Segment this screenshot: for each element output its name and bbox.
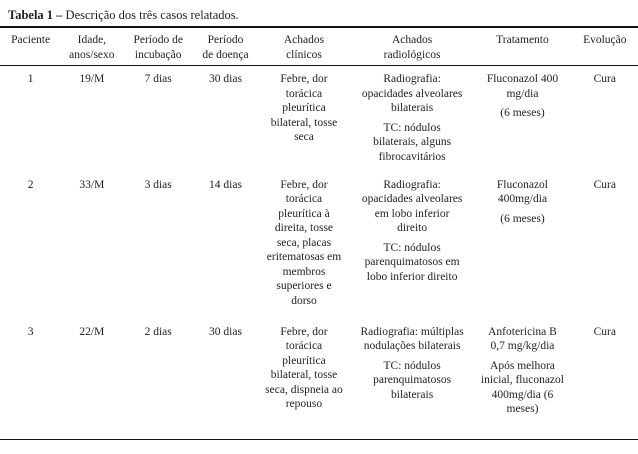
table-caption [0, 0, 638, 28]
case-row-1 [0, 66, 638, 172]
column-header-idade [61, 28, 122, 66]
column-header-line: Paciente [11, 34, 51, 46]
cell-tratamento [473, 66, 571, 172]
table-body [0, 66, 638, 440]
cell-achados-radiologicos [351, 172, 473, 319]
tratamento-paragraph: Anfotericina B 0,7 mg/kg/dia [488, 325, 557, 352]
cell-doenca: 30 dias [209, 73, 242, 85]
cell-idade-sexo: 22/M [61, 319, 122, 440]
cell-paciente: 2 [27, 178, 34, 191]
column-header-evolucao [572, 28, 638, 66]
column-header-line: Período de [133, 34, 183, 46]
column-header-line: Achados [391, 34, 433, 46]
radiografia-paragraph: Radiografia: opacidades alveolares em lobo inferior direito [361, 178, 463, 234]
tc-paragraph: TC: nódulos parenquimatosos em lobo inferior direito [364, 241, 460, 283]
column-header-tratamento [473, 28, 571, 66]
tratamento-paragraph: Fluconazol 400 mg/dia [486, 73, 559, 100]
cell-achados-clinicos: Febre, dor torácica pleurítica à direita, tosse seca, placas eritematosas em membros superiores e dorso [266, 178, 342, 307]
cell-tratamento [473, 319, 571, 440]
cell-achados-clinicos: Febre, dor torácica pleurítica bilateral, tosse seca, dispneia ao repouso [257, 319, 351, 440]
column-header-achados-clinicos [257, 28, 351, 66]
case-row-2 [0, 172, 638, 319]
column-header-line: radiológicos [383, 48, 441, 61]
header-row [0, 28, 638, 66]
table-caption-label: Tabela 1 – [8, 8, 63, 22]
column-header-line: Idade, [77, 34, 107, 46]
cell-incubacao: 7 dias [144, 73, 172, 85]
cell-tratamento [473, 172, 571, 319]
tratamento-paragraph: Fluconazol 400mg/dia [496, 178, 549, 205]
tc-paragraph: TC: nódulos bilaterais, alguns fibrocavitários [373, 121, 452, 163]
cell-achados-radiologicos [351, 66, 473, 172]
column-header-incubacao [122, 28, 193, 66]
column-header-line: Achados [283, 34, 325, 46]
radiografia-paragraph: Radiografia: múltiplas nodulações bilaterais [360, 325, 464, 352]
cell-evolucao: Cura [593, 178, 616, 191]
column-header-line: Período [207, 34, 244, 46]
cell-achados-clinicos: Febre, dor torácica pleurítica bilateral, tosse seca [270, 73, 338, 143]
tratamento-duracao: (6 meses) [500, 107, 545, 119]
cell-paciente: 3 [0, 319, 61, 440]
column-header-line: incubação [134, 48, 182, 61]
cell-doenca: 14 dias [209, 178, 242, 191]
column-header-line: clínicos [286, 48, 322, 61]
table-header [0, 28, 638, 66]
cell-achados-radiologicos [351, 319, 473, 440]
column-header-doenca [194, 28, 257, 66]
cell-incubacao: 2 dias [122, 319, 193, 440]
column-header-line: Tratamento [496, 34, 549, 46]
case-row-3 [0, 319, 638, 440]
radiografia-paragraph: Radiografia: opacidades alveolares bilaterais [361, 73, 463, 114]
column-header-line: anos/sexo [69, 48, 115, 61]
tratamento-seguimento: Após melhora inicial, fluconazol 400mg/dia (6 meses) [480, 359, 564, 415]
column-header-line: Evolução [583, 34, 627, 46]
column-header-achados-radiologicos [351, 28, 473, 66]
cell-paciente: 1 [27, 73, 34, 85]
cases-table [0, 28, 638, 440]
cell-idade-sexo: 33/M [79, 178, 105, 191]
cell-evolucao: Cura [572, 319, 638, 440]
cell-idade-sexo: 19/M [79, 73, 105, 85]
cell-doenca: 30 dias [194, 319, 257, 440]
column-header-line: de doença [202, 48, 249, 61]
cell-incubacao: 3 dias [144, 178, 172, 191]
cell-evolucao: Cura [593, 73, 616, 85]
tratamento-duracao: (6 meses) [500, 212, 545, 225]
tc-paragraph: TC: nódulos parenquimatosos bilaterais [373, 359, 452, 401]
table-caption-text: Descrição dos três casos relatados. [65, 8, 239, 22]
column-header-paciente [0, 28, 61, 66]
